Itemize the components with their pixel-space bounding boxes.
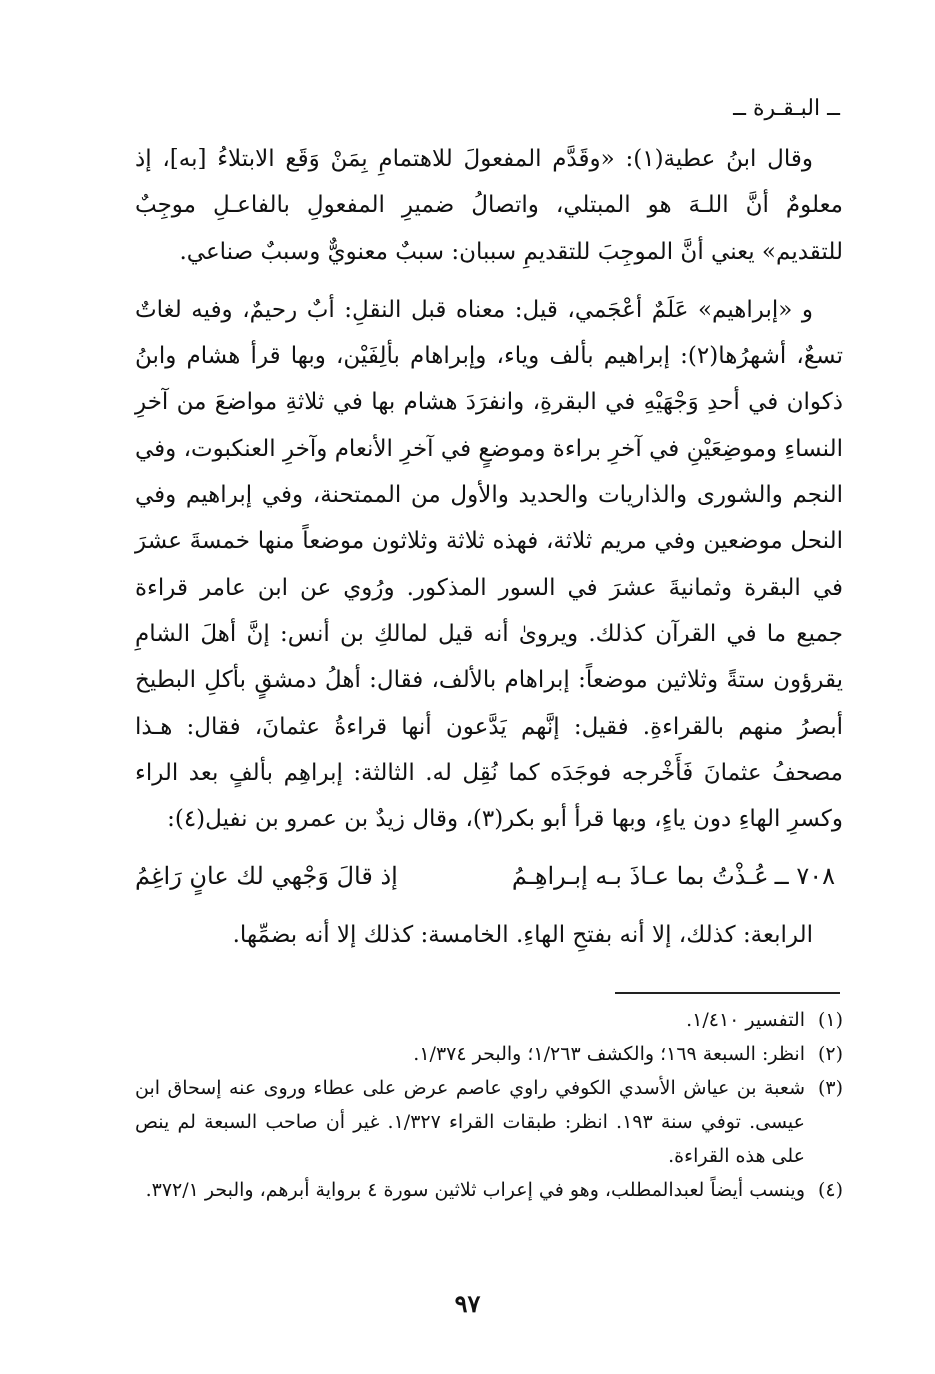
footnote-item (135, 1003, 843, 1037)
footnote-item (135, 1037, 843, 1071)
paragraph-after-verse: الرابعة: كذلك، إلا أنه بفتحِ الهاءِ. الخامسة: كذلك إلا أنه بضمِّها. (232, 922, 813, 949)
footnote-text: التفسير ١/٤١٠. (686, 1009, 805, 1031)
page-number: ٩٧ (454, 1289, 481, 1318)
footnote-item (135, 1173, 843, 1207)
verse-first-hemistich: عُـذْتُ بما عـاذَ بـه إبـراهِـمُ (511, 862, 769, 891)
paragraph-ibn-atiyyah: وقال ابنُ عطية(١): «وقَدَّم المفعولَ للاهتمامِ بِمَنْ وَقَع الابتلاءُ [به]، إذ معلومٌ أنَّ اللـهَ هو المبتلي، واتصالُ ضميرِ المفعولِ بالفاعـلِ موجِبٌ للتقديم» يعني أنَّ الموجِبَ للتقديمِ سببان: سببٌ معنويٌّ وسببٌ صناعي. (135, 146, 843, 265)
footnote-item (135, 1071, 843, 1173)
poetry-verse (135, 852, 843, 900)
footnote-number: (٤) (817, 1179, 843, 1201)
running-header: ــ البـقـرة ــ (733, 96, 840, 121)
footnote-text: انظر: السبعة ١٦٩؛ والكشف ١/٢٦٣؛ والبحر ١/٣٧٤. (413, 1043, 805, 1065)
footnote-text: شعبة بن عياش الأسدي الكوفي راوي عاصم عرض على عطاء وروى عنه إسحاق ابن عيسى. توفي سنة ١٩٣. انظر: طبقات القراء ١/٣٢٧. غير أن صاحب السبعة لم ينص على هذه القراءة. (135, 1077, 805, 1167)
paragraph-ibrahim-readings: و «إبراهيم» عَلَمٌ أعْجَمي، قيل: معناه قبل النقلِ: أبٌ رحيمٌ، وفيه لغاتٌ تسعٌ، أشهرُها(٢): إبراهيم بألف وياء، وإبراهام بألِفَيْن، وبها قرأ هشام وابنُ ذكوان في أحدِ وَجْهَيْهِ في البقرةِ، وانفرَدَ هشام بها في ثلاثةِ مواضعَ من آخرِ النساءِ وموضِعَيْنِ في آخرِ براءة وموضعٍ في آخرِ الأنعام وآخرِ العنكبوت، وفي النجم والشورى والذاريات والحديد والأول من الممتحنة، وفي إبراهيم وفي النحل موضعين وفي مريم ثلاثة، فهذه ثلاثة وثلاثون موضعاً منها خمسةَ عشرَ في البقرة وثمانيةَ عشرَ في السور المذكور. ورُوي عن ابن عامر قراءة جميع ما في القرآن كذلك. ويروىٰ أنه قيل لمالكِ بن أنس: إنَّ أهلَ الشامِ يقرؤون ستةً وثلاثين موضعاً: إبراهام بالألف، فقال: أهلُ دمشقٍ بأكلِ البطيخ أبصرُ منهم بالقراءةِ. فقيل: إنَّهم يَدَّعون أنها قراءةُ عثمانَ، فقال: هـذا مصحفُ عثمانَ فَأَخْرجه فوجَدَه كما نُقِل له. الثالثة: إبراهِم بألفٍ بعد الراء وكسرِ الهاءِ دون ياءٍ، وبها قرأ أبو بكر(٣)، وقال زيدٌ بن عمرو بن نفيل(٤): (135, 296, 843, 833)
verse-second-hemistich: إذ قالَ وَجْهي لك عانٍ رَاغِمُ (135, 862, 398, 891)
main-text (135, 136, 843, 959)
footnotes (135, 1003, 843, 1207)
footnote-number: (١) (817, 1009, 843, 1031)
footnote-number: (٢) (817, 1043, 843, 1065)
footnote-separator (615, 992, 840, 994)
footnote-text: وينسب أيضاً لعبدالمطلب، وهو في إعراب ثلاثين سورة ٤ برواية أبرهم، والبحر ٣٧٢/١. (145, 1179, 805, 1201)
footnote-number: (٣) (817, 1077, 843, 1099)
verse-number: ٧٠٨ ــ (774, 862, 835, 891)
